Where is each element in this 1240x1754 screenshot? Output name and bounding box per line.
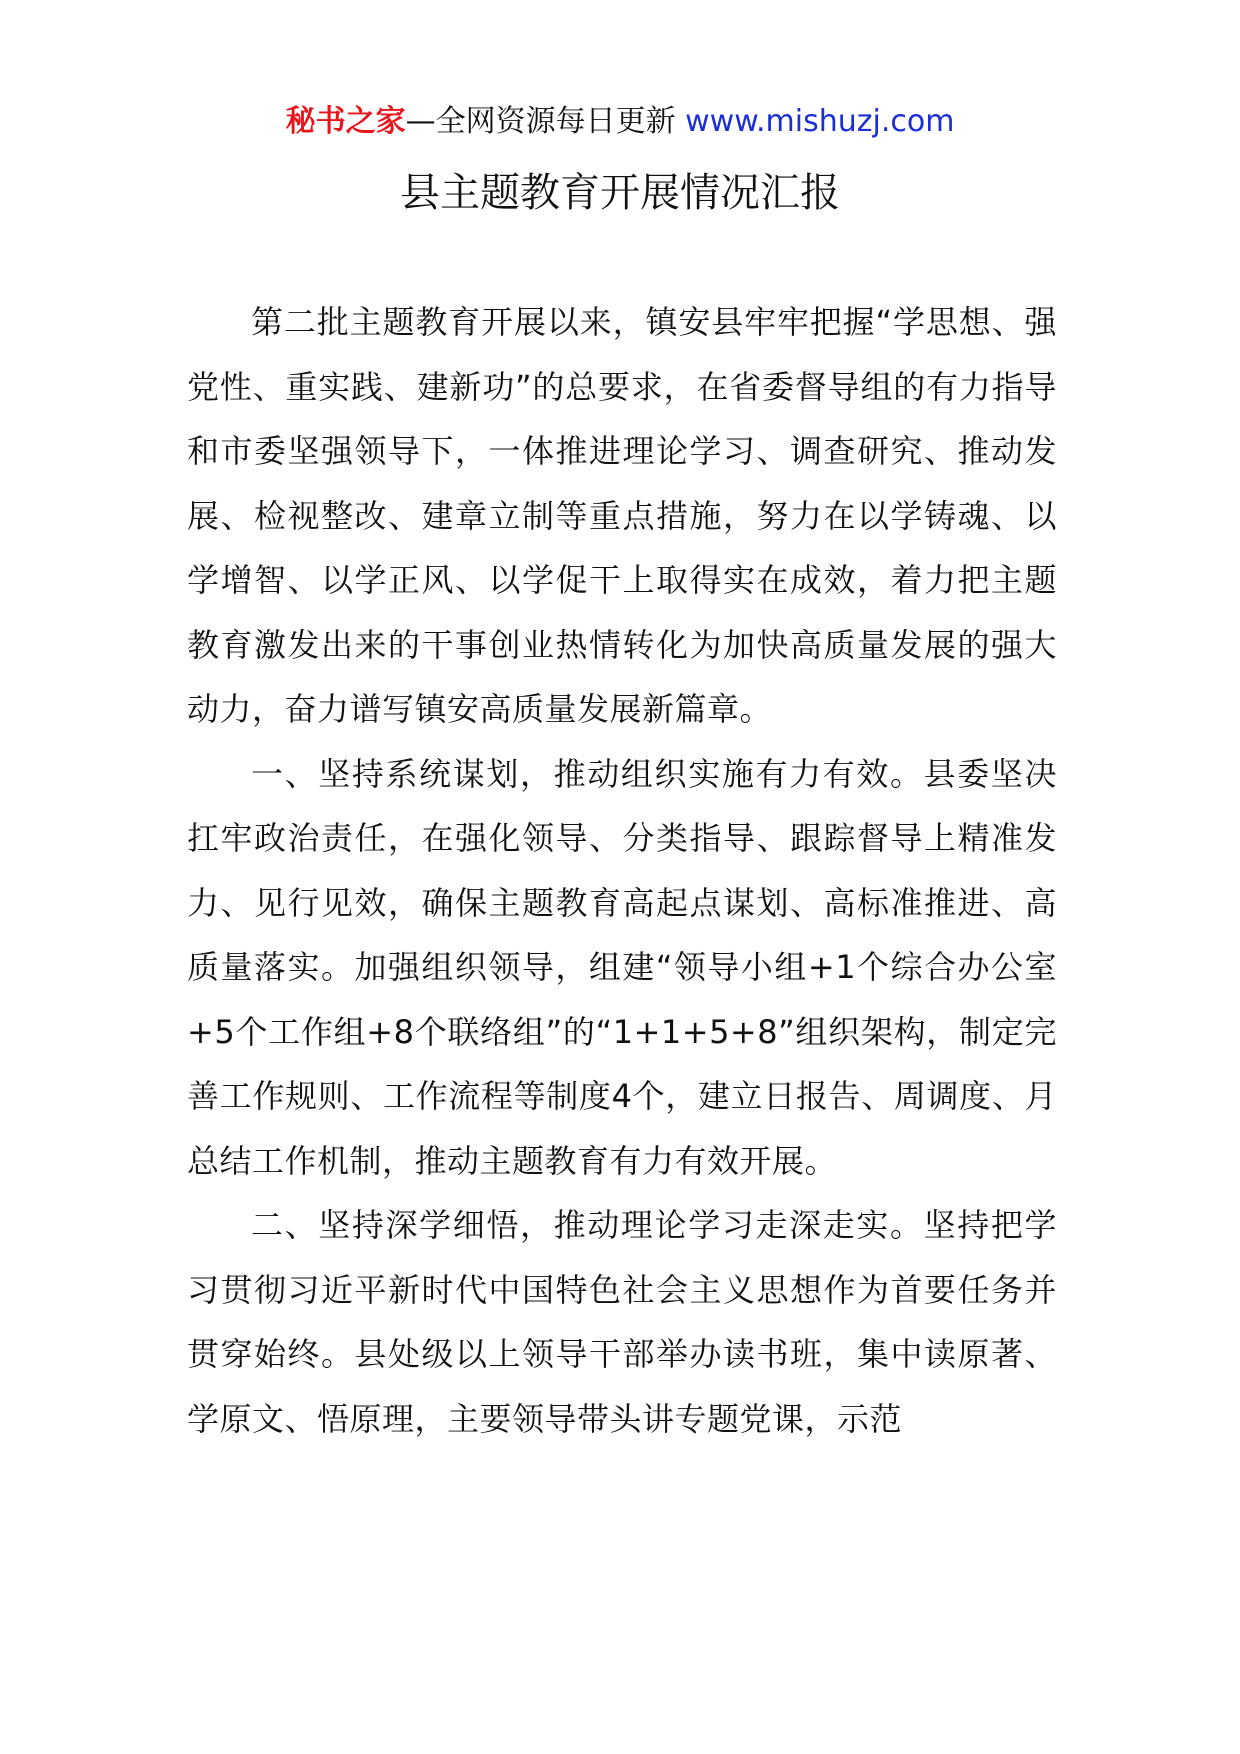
header-slogan: —全网资源每日更新 bbox=[405, 104, 686, 139]
page-title: 县主题教育开展情况汇报 bbox=[400, 170, 840, 216]
document-body bbox=[187, 290, 1057, 1451]
header-banner bbox=[0, 100, 1240, 144]
paragraph-section-1: 一、坚持系统谋划，推动组织实施有力有效。县委坚决扛牢政治责任，在强化领导、分类指导、跟踪督导上精准发力、见行见效，确保主题教育高起点谋划、高标准推进、高质量落实。加强组织领导，组建“领导小组+1个综合办公室+5个工作组+8个联络组”的“1+1+5+8”组织架构，制定完善工作规则、工作流程等制度4个，建立日报告、周调度、月总结工作机制，推动主题教育有力有效开展。 bbox=[187, 754, 1057, 1180]
brand-name: 秘书之家 bbox=[285, 104, 406, 139]
paragraph-intro: 第二批主题教育开展以来，镇安县牢牢把握“学思想、强党性、重实践、建新功”的总要求，在省委督导组的有力指导和市委坚强领导下，一体推进理论学习、调查研究、推动发展、检视整改、建章立制等重点措施，努力在以学铸魂、以学增智、以学正风、以学促干上取得实在成效，着力把主题教育激发出来的干事创业热情转化为加快高质量发展的强大动力，奋力谱写镇安高质量发展新篇章。 bbox=[187, 303, 1057, 728]
paragraph-section-2: 二、坚持深学细悟，推动理论学习走深走实。坚持把学习贯彻习近平新时代中国特色社会主义思想作为首要任务并贯穿始终。县处级以上领导干部举办读书班，集中读原著、学原文、悟原理，主要领导带头讲专题党课，示范 bbox=[187, 1206, 1057, 1438]
website-link[interactable]: www.mishuzj.com bbox=[685, 104, 955, 139]
